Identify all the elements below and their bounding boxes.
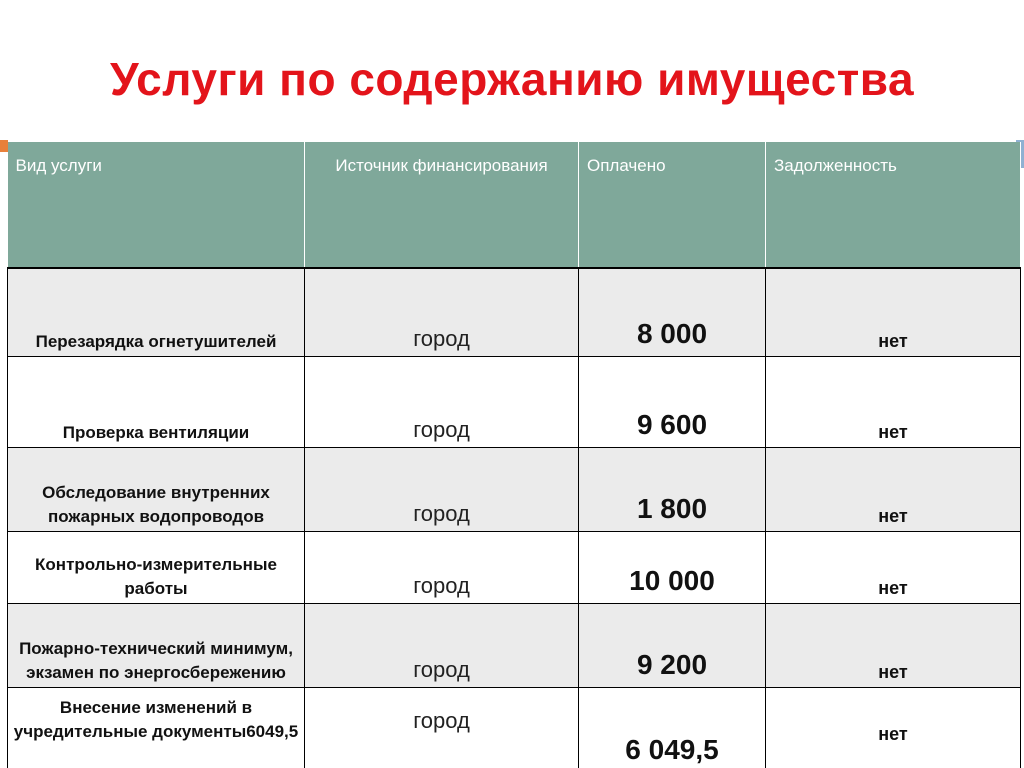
debt-status: нет (766, 603, 1021, 687)
service-name: Пожарно-технический минимум, экзамен по энергосбережению (8, 603, 305, 687)
debt-status: нет (766, 531, 1021, 603)
service-name: Проверка вентиляции (8, 356, 305, 447)
service-name: Внесение изменений в учредительные документы6049,5 (8, 687, 305, 768)
table-row (8, 447, 1021, 531)
service-name: Обследование внутренних пожарных водопроводов (8, 447, 305, 531)
service-name: Перезарядка огнетушителей (8, 268, 305, 356)
funding-source: город (305, 268, 579, 356)
funding-source: город (305, 356, 579, 447)
table-row (8, 356, 1021, 447)
slide-title: Услуги по содержанию имущества (109, 53, 915, 105)
debt-status: нет (766, 447, 1021, 531)
header-service: Вид услуги (8, 142, 305, 268)
services-table (7, 142, 1021, 768)
paid-amount: 6 049,5 (579, 687, 766, 768)
debt-status: нет (766, 268, 1021, 356)
funding-source: город (305, 603, 579, 687)
debt-status: нет (766, 356, 1021, 447)
paid-amount: 8 000 (579, 268, 766, 356)
table-header-row (8, 142, 1021, 268)
paid-amount: 9 200 (579, 603, 766, 687)
table-row (8, 603, 1021, 687)
paid-amount: 9 600 (579, 356, 766, 447)
header-debt: Задолженность (766, 142, 1021, 268)
header-source: Источник финансирования (305, 142, 579, 268)
paid-amount: 1 800 (579, 447, 766, 531)
service-name: Контрольно-измерительные работы (8, 531, 305, 603)
debt-status: нет (766, 687, 1021, 768)
paid-amount: 10 000 (579, 531, 766, 603)
table-row (8, 687, 1021, 768)
funding-source: город (305, 687, 579, 768)
table-row (8, 268, 1021, 356)
table-row (8, 531, 1021, 603)
funding-source: город (305, 447, 579, 531)
funding-source: город (305, 531, 579, 603)
header-paid: Оплачено (579, 142, 766, 268)
